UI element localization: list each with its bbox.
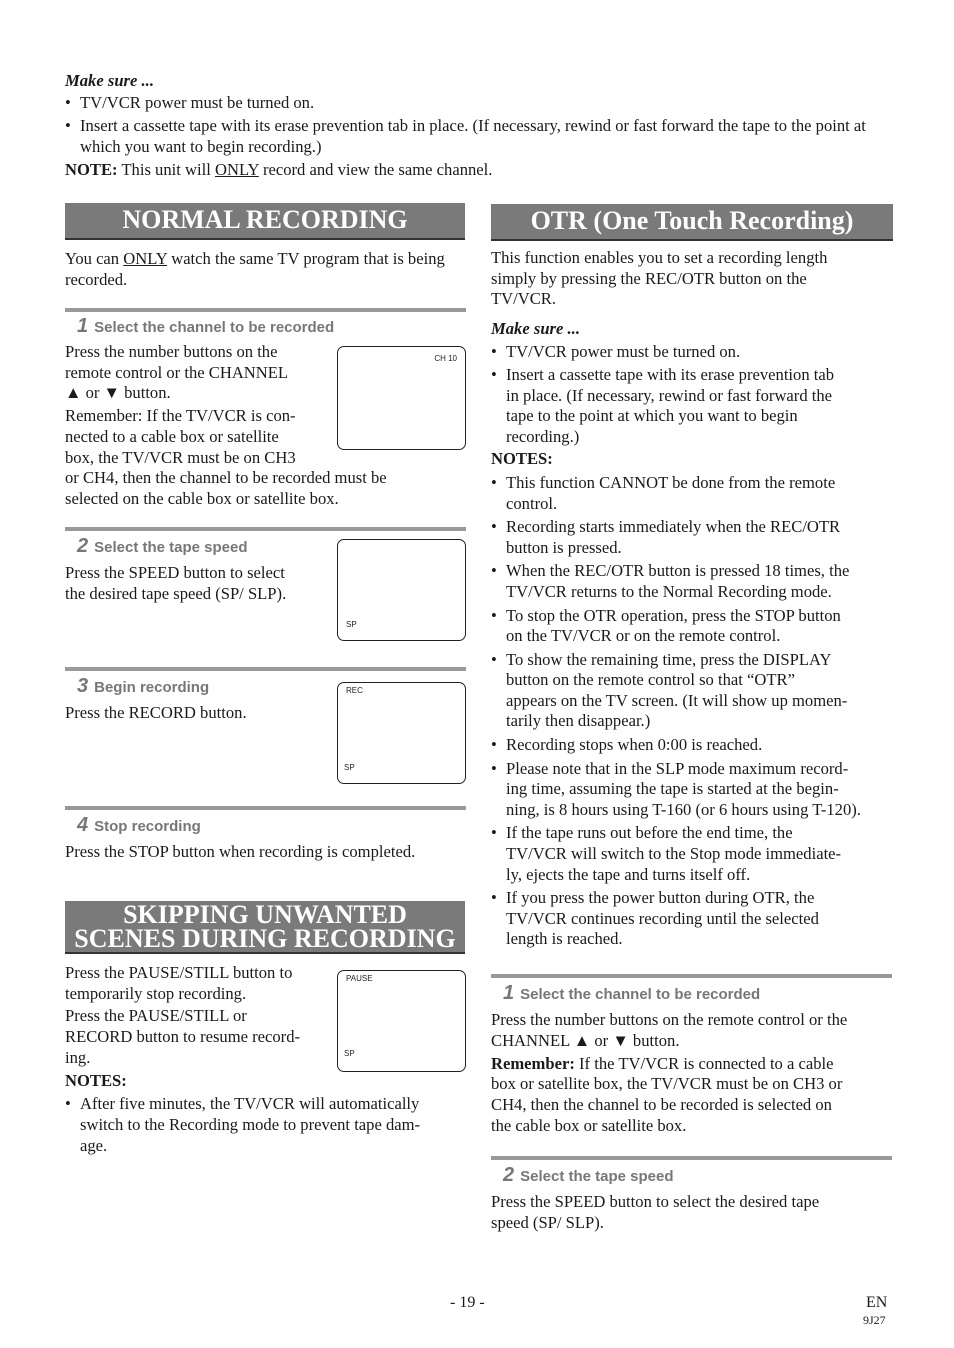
tv-screen-illustration: [337, 682, 466, 784]
step-text-line: selected on the cable box or satellite box.: [65, 488, 339, 508]
note-text-end: record and view the same channel.: [258, 160, 493, 179]
note-line: TV/VCR continues recording until the selected: [506, 908, 819, 928]
skipping-banner: [65, 901, 465, 954]
remember-label: Remember:: [491, 1053, 575, 1073]
note-line: ing time, assuming the tape is started at the begin-: [506, 779, 839, 799]
intro-note: [65, 159, 895, 180]
step-text-line: CHANNEL ▲ or ▼ button.: [491, 1030, 680, 1050]
text-line: Press the PAUSE/STILL or: [65, 1005, 247, 1025]
step-text-line: box or satellite box, the TV/VCR must be on CH3 or: [491, 1074, 843, 1094]
step-title: Stop recording: [94, 818, 201, 835]
step-number: 1: [503, 982, 515, 1004]
screen-speed-text: SP: [344, 1049, 355, 1058]
otr-bullet: [491, 342, 896, 363]
otr-note: [491, 823, 896, 885]
note-line: ning, is 8 hours using T-160 (or 6 hours using T-120).: [506, 799, 861, 819]
step-title: Select the channel to be recorded: [94, 319, 335, 336]
screen-channel-text: CH 10: [434, 354, 457, 363]
text-line: Press the PAUSE/STILL button to: [65, 963, 293, 982]
document-code: 9J27: [863, 1313, 886, 1327]
step-title: Begin recording: [94, 679, 210, 696]
normal-intro-text: You can: [65, 249, 124, 268]
intro-bullet: • Insert a cassette tape with its erase prevention tab in place. (If necessary, rewind or fast forward the tape to the point at which you want to begin recording.): [65, 115, 895, 157]
note-line: control.: [506, 493, 558, 513]
step-text-line: Press the SPEED button to select the desired tape: [491, 1192, 820, 1211]
step-text-line: nected to a cable box or satellite: [65, 426, 279, 446]
note-line: • After five minutes, the TV/VCR will automatically: [80, 1094, 420, 1113]
text-line: simply by pressing the REC/OTR button on the: [491, 268, 807, 288]
note-line: button is pressed.: [506, 537, 622, 557]
banner-line: SCENES DURING RECORDING: [74, 924, 456, 953]
otr-step-2-body: [491, 1192, 896, 1234]
step-3-body: [65, 702, 335, 723]
note-only: ONLY: [215, 160, 259, 179]
step-text-line: Press the RECORD button.: [65, 703, 247, 722]
otr-banner: OTR (One Touch Recording): [491, 204, 893, 241]
banner-line: SKIPPING UNWANTED: [123, 900, 407, 929]
text-line: This function enables you to set a recording length: [491, 248, 828, 267]
bullet-line: recording.): [506, 426, 580, 446]
otr-note: [491, 735, 896, 756]
note-line: • Recording stops when 0:00 is reached.: [506, 735, 763, 755]
notes-label: NOTES:: [491, 449, 553, 469]
step-text-line: Press the STOP button when recording is completed.: [65, 842, 416, 861]
step-text-line: speed (SP/ SLP).: [491, 1212, 604, 1232]
step-number: 2: [503, 1164, 515, 1186]
tv-screen-illustration: [337, 346, 466, 450]
divider: [65, 806, 466, 810]
note-line: switch to the Recording mode to prevent tape dam-: [80, 1114, 421, 1134]
step-text-line: box, the TV/VCR must be on CH3: [65, 447, 296, 467]
note-line: on the TV/VCR or on the remote control.: [506, 626, 781, 646]
normal-intro-only: ONLY: [123, 249, 168, 268]
bullet-line: • TV/VCR power must be turned on.: [506, 342, 741, 362]
otr-body: [491, 248, 896, 950]
otr-bullet: [491, 365, 896, 447]
normal-intro-text-end: watch the same TV program that is being recorded.: [65, 249, 445, 289]
step-text-line: Press the number buttons on the remote control or the: [491, 1010, 848, 1029]
step-heading: [491, 1165, 674, 1187]
otr-note: [491, 650, 896, 732]
step-text-line: CH4, then the channel to be recorded is selected on: [491, 1095, 832, 1115]
note-line: • If you press the power button during OTR, the: [506, 888, 815, 908]
step-title: Select the channel to be recorded: [520, 986, 761, 1003]
step-heading: [65, 536, 248, 558]
screen-pause-text: PAUSE: [346, 974, 373, 983]
otr-note: [491, 473, 896, 514]
divider: [65, 308, 466, 312]
note-line: • If the tape runs out before the end time, the: [506, 823, 793, 843]
step-text-line: If the TV/VCR is connected to a cable: [574, 1053, 834, 1073]
note-line: button on the remote control so that “OTR”: [506, 670, 795, 690]
skipping-body: [65, 963, 335, 1091]
step-text-line: remote control or the CHANNEL: [65, 362, 289, 382]
otr-note: [491, 561, 896, 602]
screen-rec-text: REC: [346, 686, 363, 695]
step-2-body: [65, 562, 335, 604]
note-label: NOTE:: [65, 160, 118, 179]
step-heading: [65, 676, 209, 698]
screen-speed-text: SP: [344, 763, 355, 772]
divider: [491, 974, 892, 978]
divider: [65, 667, 466, 671]
step-4-body: [65, 841, 467, 862]
make-sure-heading: Make sure ...: [65, 71, 154, 90]
tv-screen-illustration: [337, 970, 466, 1072]
text-line: TV/VCR.: [491, 289, 556, 309]
divider: [491, 1156, 892, 1160]
note-line: ly, ejects the tape and turns itself off.: [506, 864, 751, 884]
note-line: • To stop the OTR operation, press the STOP button: [506, 605, 841, 625]
step-title: Select the tape speed: [520, 1168, 674, 1185]
intro-section: [65, 70, 895, 180]
note-line: TV/VCR returns to the Normal Recording mode.: [506, 581, 832, 601]
step-heading: [65, 815, 201, 837]
step-number: 2: [77, 535, 89, 557]
note-line: • Please note that in the SLP mode maximum record-: [506, 758, 849, 778]
step-heading: [65, 316, 334, 338]
otr-note: [491, 888, 896, 950]
bullet-line: • Insert a cassette tape with its erase prevention tab: [506, 364, 835, 384]
step-text-line: ▲ or ▼ button.: [65, 383, 171, 403]
step-text-line: Press the SPEED button to select: [65, 563, 285, 582]
step-number: 4: [77, 814, 89, 836]
note-line: tarily then disappear.): [506, 711, 651, 731]
step-text-line: the desired tape speed (SP/ SLP).: [65, 584, 287, 603]
step-text-line: the cable box or satellite box.: [491, 1115, 687, 1135]
screen-speed-text: SP: [346, 620, 357, 629]
note-line: appears on the TV screen. (It will show up momen-: [506, 690, 848, 710]
step-number: 3: [77, 675, 89, 697]
otr-note: [491, 517, 896, 558]
step-number: 1: [77, 315, 89, 337]
notes-label: NOTES:: [65, 1070, 127, 1090]
page-number: - 19 -: [450, 1294, 485, 1311]
text-line: temporarily stop recording.: [65, 983, 247, 1003]
step-heading: [491, 983, 760, 1005]
tv-screen-illustration: [337, 539, 466, 641]
note-bullet: [65, 1094, 467, 1156]
note-line: TV/VCR will switch to the Stop mode immediate-: [506, 844, 842, 864]
note-line: • This function CANNOT be done from the remote: [506, 472, 836, 492]
note-text: This unit will: [117, 160, 215, 179]
step-text-line: Remember: If the TV/VCR is con-: [65, 406, 296, 426]
note-line: • To show the remaining time, press the DISPLAY: [506, 649, 832, 669]
skipping-note: [65, 1094, 467, 1156]
note-line: length is reached.: [506, 929, 623, 949]
language-code: EN: [866, 1294, 888, 1311]
step-text-line: or CH4, then the channel to be recorded must be: [65, 468, 387, 488]
remember-line: [491, 1054, 896, 1075]
step-title: Select the tape speed: [94, 539, 248, 556]
otr-step-1-body: [491, 1010, 896, 1137]
bullet-line: in place. (If necessary, rewind or fast forward the: [506, 385, 833, 405]
otr-note: [491, 606, 896, 647]
intro-bullet: • TV/VCR power must be turned on.: [65, 92, 895, 113]
bullet-line: tape to the point at which you want to begin: [506, 406, 798, 426]
note-line: age.: [80, 1135, 108, 1155]
otr-note: [491, 759, 896, 821]
text-line: RECORD button to resume record-: [65, 1026, 301, 1046]
note-line: • Recording starts immediately when the REC/OTR: [506, 517, 841, 537]
make-sure-heading: Make sure ...: [491, 318, 580, 338]
normal-intro: [65, 248, 465, 290]
note-line: • When the REC/OTR button is pressed 18 times, the: [506, 561, 850, 581]
text-line: ing.: [65, 1047, 91, 1067]
divider: [65, 527, 466, 531]
step-text-line: Press the number buttons on the: [65, 342, 278, 361]
normal-recording-banner: NORMAL RECORDING: [65, 203, 465, 240]
